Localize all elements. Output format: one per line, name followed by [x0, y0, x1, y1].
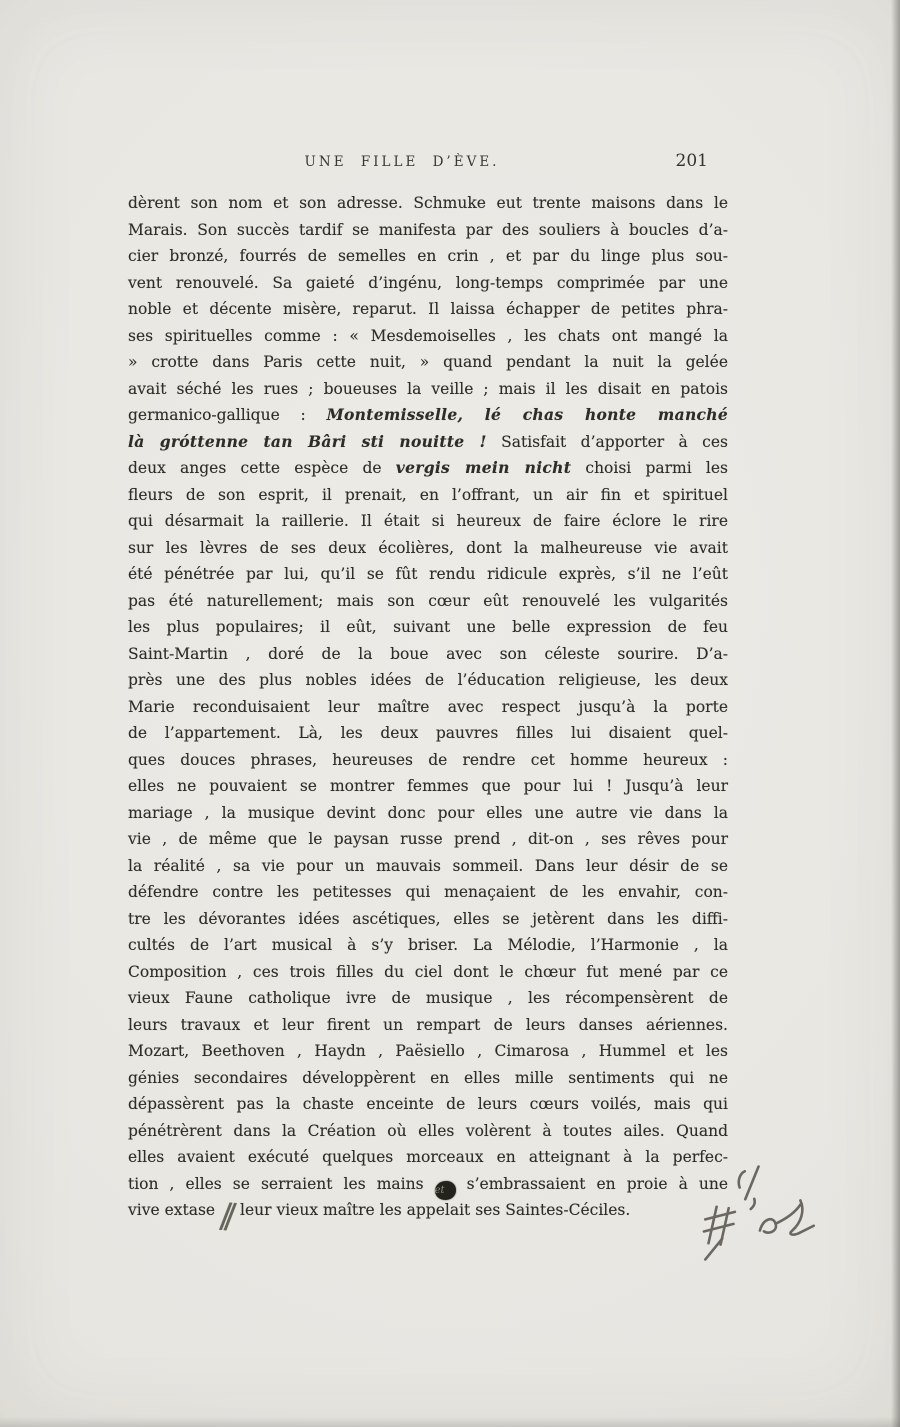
text-line [128, 959, 728, 986]
scan-edge-shadow-right [891, 0, 900, 1427]
text-segment: leur vieux maître les appelait ses Saintes-Céciles. [240, 1201, 631, 1219]
text-segment: Mozart, Beethoven , Haydn , Paësiello , Cimarosa , Hummel et les [128, 1042, 728, 1060]
text-line [128, 217, 728, 244]
text-segment: leurs travaux et leur firent un rempart de leurs danses aériennes. [128, 1015, 728, 1034]
text-line [128, 773, 728, 800]
text-segment: les plus populaires; il eût, suivant une belle expression de feu [128, 618, 728, 636]
text-line [128, 1118, 728, 1145]
text-line [128, 1195, 728, 1237]
text-line [128, 296, 728, 323]
text-segment: tre les dévorantes idées ascétiques, elles se jetèrent dans les diffi- [128, 909, 728, 928]
text-line [128, 429, 728, 456]
text-segment: de l’appartement. Là, les deux pauvres filles lui disaient quel- [128, 724, 728, 742]
text-line [128, 376, 728, 403]
text-segment: Marie reconduisaient leur maître avec respect jusqu’à la porte [128, 697, 728, 716]
text-line [128, 747, 728, 774]
text-segment: fleurs de son esprit, il prenait, en l’offrant, un air fin et spirituel [128, 485, 728, 504]
text-segment: sur les lèvres de ses deux écolières, dont la malheureuse vie avait [128, 538, 728, 557]
italic-patois-text: Montemisselle, lé chas honte manché [326, 405, 728, 424]
scan-edge-shadow-bottom [0, 1417, 900, 1427]
text-line [128, 879, 728, 906]
text-line [128, 1171, 728, 1198]
text-line [128, 455, 728, 482]
text-segment: Satisfait d’apporter à ces [486, 432, 728, 451]
text-segment: mariage , la musique devint donc pour elles une autre vie dans la [128, 803, 728, 822]
text-line [128, 826, 728, 853]
text-segment: pénétrèrent dans la Création où elles volèrent à toutes ailes. Quand [128, 1121, 728, 1140]
text-line [128, 985, 728, 1012]
text-segment: pas été naturellement; mais son cœur eût renouvelé les vulgarités [128, 591, 728, 610]
text-line [128, 535, 728, 562]
text-segment: noble et décente misère, reparut. Il laissa échapper de petites phra- [128, 300, 728, 318]
text-segment: ques douces phrases, heureuses de rendre cet homme heureux : [128, 750, 728, 769]
text-line [128, 270, 728, 297]
text-line [128, 800, 728, 827]
text-line [128, 641, 728, 668]
text-line [128, 1091, 728, 1118]
text-segment: deux anges cette espèce de [128, 459, 396, 477]
body-text [128, 190, 728, 1237]
ink-correction-stamp: et [435, 1181, 456, 1200]
pencil-hash-mark [703, 1206, 738, 1260]
text-line [128, 561, 728, 588]
text-segment: qui désarmait la raillerie. Il était si heureux de faire éclore le rire [128, 512, 728, 530]
text-segment: Composition , ces trois filles du ciel dont le chœur fut mené par ce [128, 962, 728, 981]
text-line [128, 853, 728, 880]
text-segment: près une des plus nobles idées de l’éducation religieuse, les deux [128, 671, 728, 689]
text-segment: dèrent son nom et son adresse. Schmuke eut trente maisons dans le [128, 194, 728, 212]
text-segment: elles ne pouvaient se montrer femmes que pour lui ! Jusqu’à leur [128, 777, 728, 795]
text-line [128, 1038, 728, 1065]
pencil-insertion-mark: // [218, 1195, 231, 1237]
pencil-marginalia-svg [692, 1154, 848, 1272]
text-segment: vent renouvelé. Sa gaieté d’ingénu, long-temps comprimée par une [128, 273, 728, 292]
text-line [128, 667, 728, 694]
text-segment: avait séché les rues ; boueuses la veille ; mais il les disait en patois [128, 379, 728, 398]
text-line [128, 906, 728, 933]
text-segment: vieux Faune catholique ivre de musique , les récompensèrent de [128, 989, 728, 1007]
text-line [128, 508, 728, 535]
text-line [128, 402, 728, 429]
text-segment: génies secondaires développèrent en elles mille sentiments qui ne [128, 1068, 728, 1087]
pencil-flourish-mark [758, 1200, 814, 1237]
text-line [128, 1144, 728, 1171]
text-segment: été pénétrée par lui, qu’il se fût rendu ridicule exprès, s’il ne l’eût [128, 565, 728, 583]
text-segment: tion , elles se serraient les mains [128, 1174, 435, 1193]
text-segment: Marais. Son succès tardif se manifesta par des souliers à boucles d’a- [128, 220, 728, 239]
text-segment: » crotte dans Paris cette nuit, » quand pendant la nuit la gelée [128, 353, 728, 371]
text-segment: dépassèrent pas la chaste enceinte de leurs cœurs voilés, mais qui [128, 1095, 728, 1113]
text-segment: la réalité , sa vie pour un mauvais sommeil. Dans leur désir de se [128, 856, 728, 875]
text-segment: ses spirituelles comme : « Mesdemoiselles , les chats ont mangé la [128, 326, 728, 345]
text-line [128, 349, 728, 376]
text-line [128, 243, 728, 270]
text-segment: vie , de même que le paysan russe prend , dit-on , ses rêves pour [128, 830, 728, 848]
text-segment: cultés de l’art musical à s’y briser. La Mélodie, l’Harmonie , la [128, 936, 728, 954]
text-segment: choisi parmi les [571, 459, 728, 477]
text-line [128, 1012, 728, 1039]
text-segment: s’embrassaient en proie à une [455, 1174, 728, 1193]
text-line [128, 932, 728, 959]
text-line [128, 482, 728, 509]
text-segment: germanico-gallique : [128, 406, 327, 424]
text-segment: Saint-Martin , doré de la boue avec son céleste sourire. D’a- [128, 644, 728, 663]
text-segment: vive extase [128, 1201, 216, 1219]
text-line [128, 588, 728, 615]
text-line [128, 190, 728, 217]
pencil-curve-slash-mark [738, 1167, 761, 1210]
text-segment: défendre contre les petitesses qui menaçaient de les envahir, con- [128, 883, 728, 901]
pencil-marginalia [695, 1158, 845, 1268]
text-line [128, 720, 728, 747]
page-number: 201 [675, 151, 708, 171]
italic-patois-text: là gróttenne tan Bâri sti nouitte ! [128, 431, 487, 451]
text-segment: cier bronzé, fourrés de semelles en crin , et par du linge plus sou- [128, 247, 728, 265]
text-line [128, 694, 728, 721]
page-header [128, 151, 728, 180]
italic-patois-text: vergis mein nicht [395, 458, 572, 477]
text-line [128, 323, 728, 350]
text-line [128, 1065, 728, 1092]
text-segment: elles avaient exécuté quelques morceaux en atteignant à la perfec- [128, 1148, 728, 1166]
running-title: UNE FILLE D’ÈVE. [304, 154, 500, 170]
text-line [128, 614, 728, 641]
